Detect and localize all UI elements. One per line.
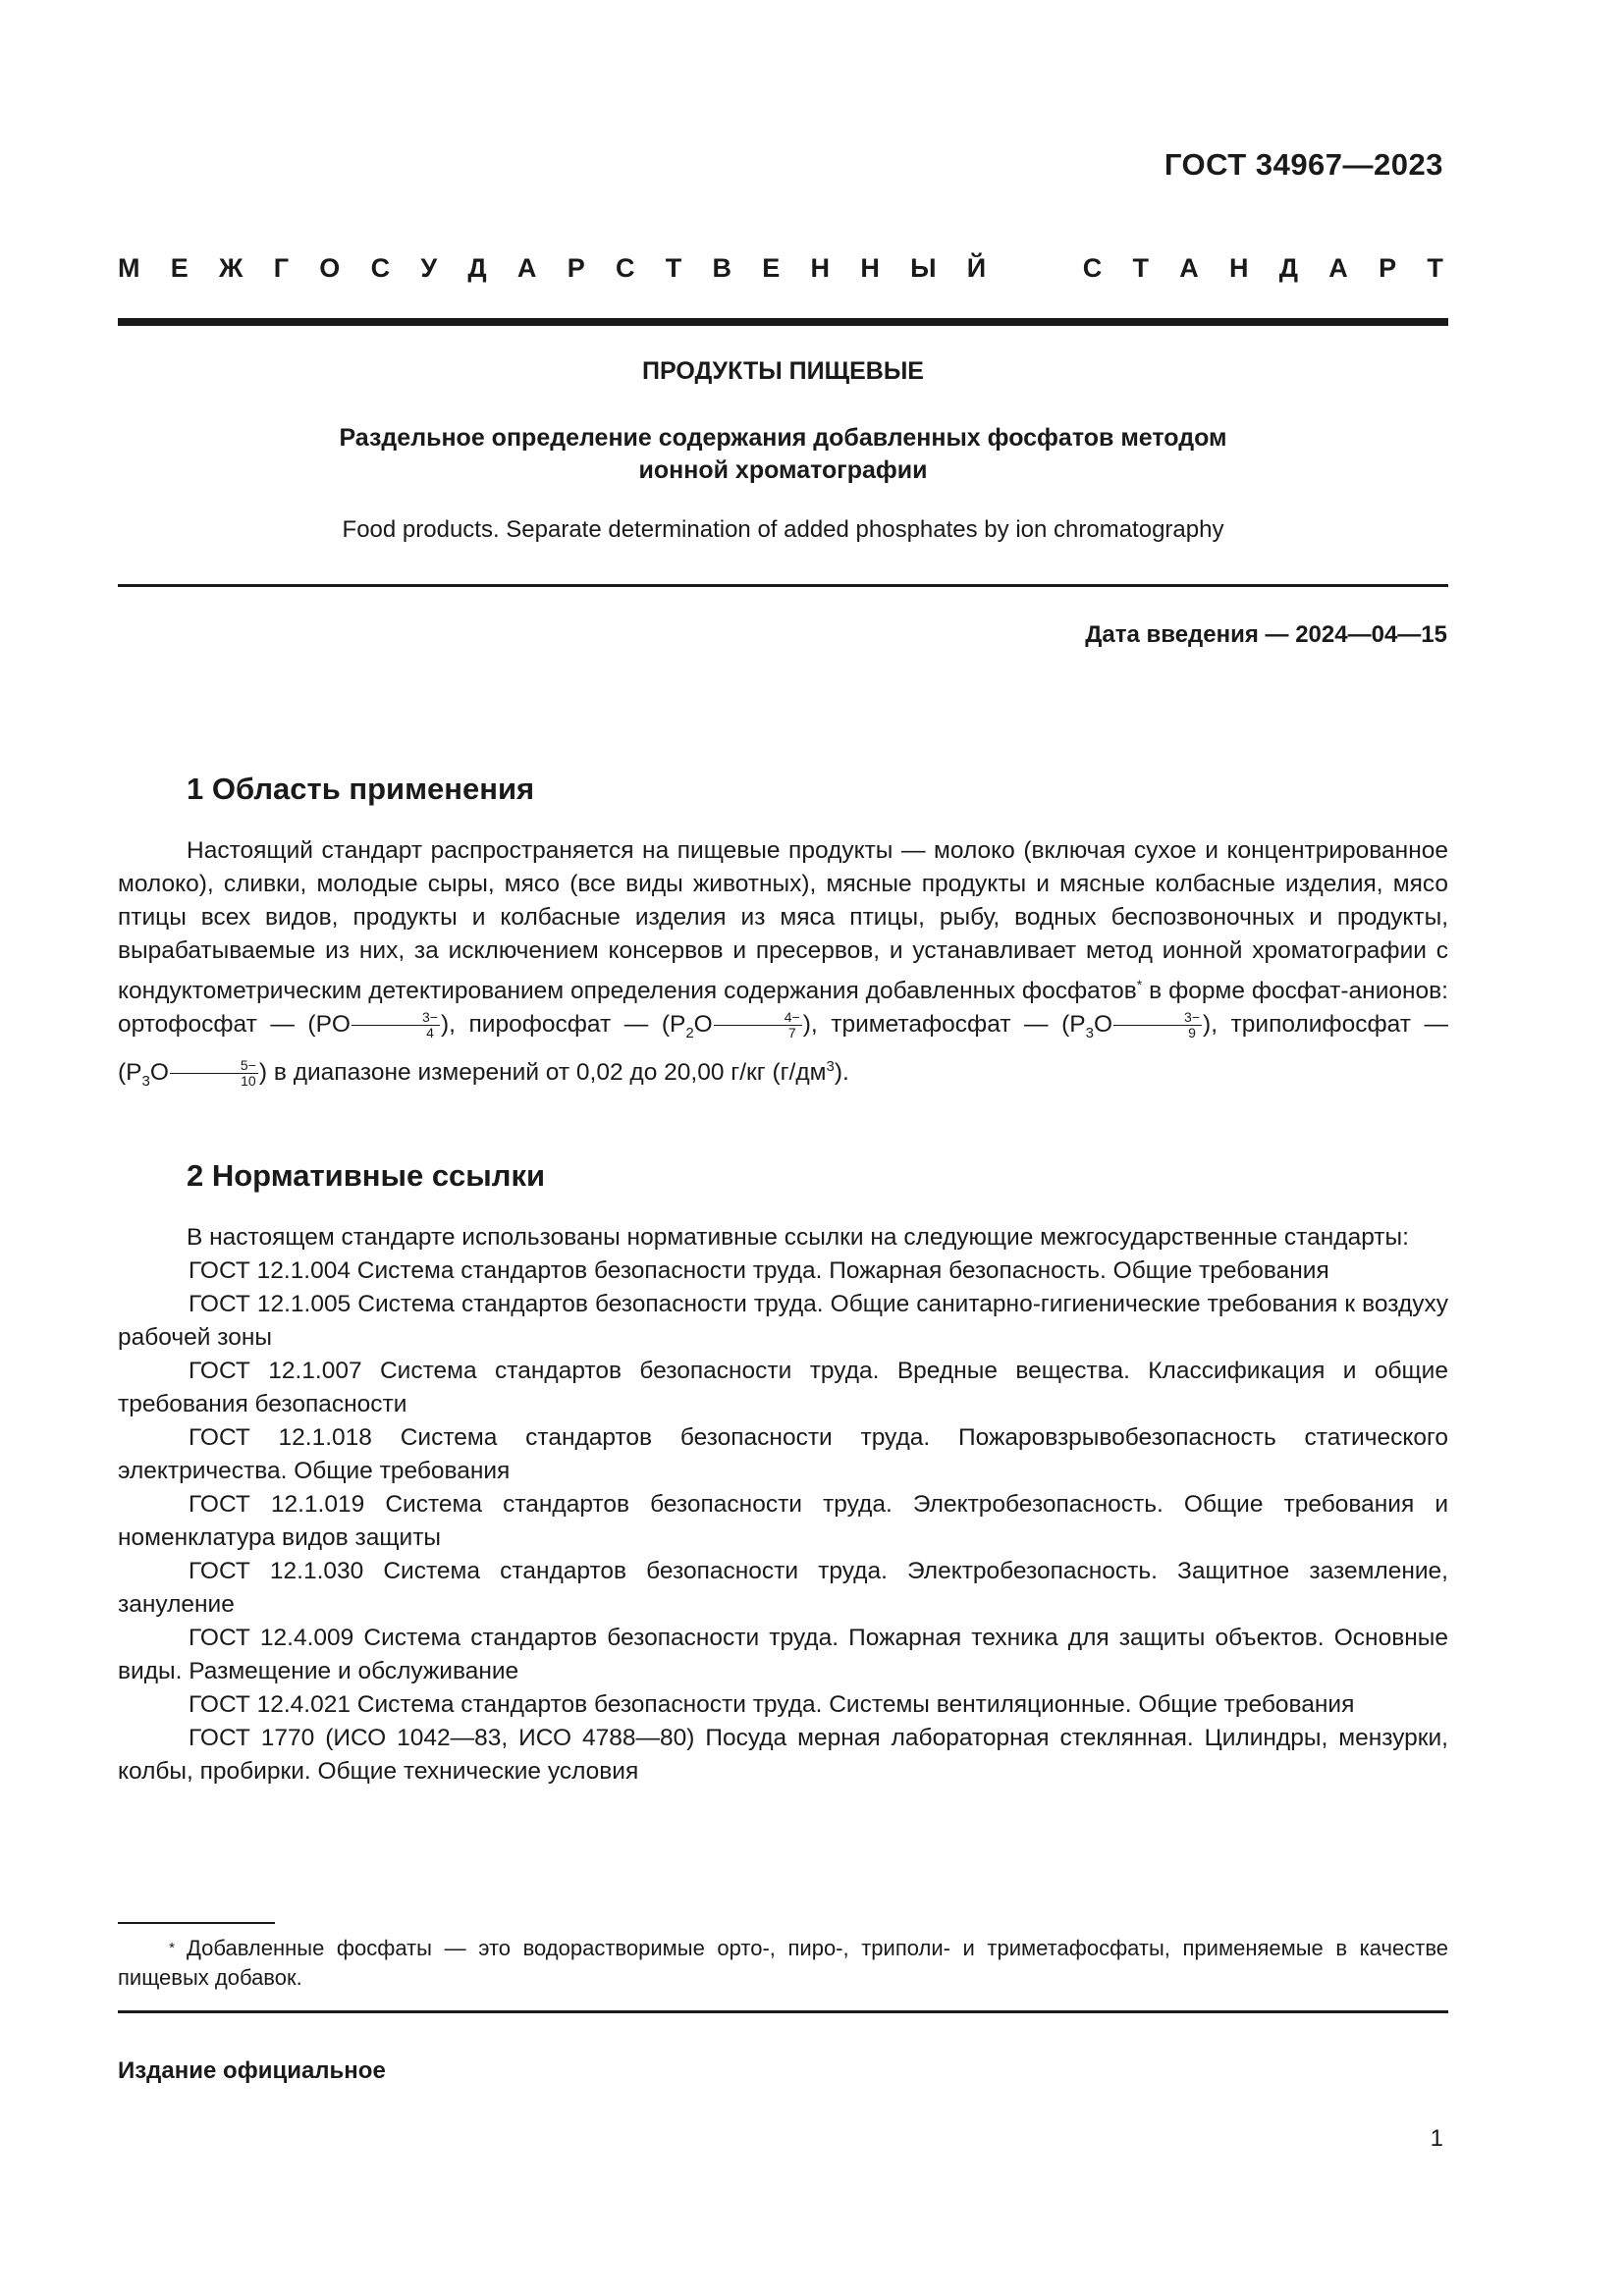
- standard-type-letter: Г: [273, 253, 290, 283]
- page-number: 1: [1430, 2125, 1443, 2152]
- footnote-text: Добавленные фосфаты — это водорастворимые орто-, пиро-, триполи- и триметафосфаты, применяемые в качестве пищевых добавок.: [118, 1936, 1448, 1990]
- footnote-rule: [118, 1922, 275, 1924]
- word-gap: [1016, 253, 1052, 284]
- reference-item: ГОСТ 12.1.007 Система стандартов безопасности труда. Вредные вещества. Классификация и общие требования безопасности: [118, 1358, 1448, 1417]
- standard-type-letter: Р: [567, 253, 585, 283]
- subtitle-line-2: ионной хроматографии: [638, 456, 928, 484]
- standard-type-letter: С: [615, 253, 635, 283]
- standard-type-letter: Ж: [219, 253, 244, 283]
- standard-type-letter: А: [1328, 253, 1348, 283]
- reference-item: ГОСТ 12.1.030 Система стандартов безопасности труда. Электробезопасность. Защитное заземление, зануление: [118, 1558, 1448, 1618]
- reference-item: ГОСТ 1770 (ИСО 1042—83, ИСО 4788—80) Посуда мерная лабораторная стеклянная. Цилиндры, мензурки, колбы, пробирки. Общие технические условия: [118, 1725, 1448, 1785]
- section-1-body: [118, 834, 1448, 1098]
- standard-type-letter: Р: [1379, 253, 1397, 283]
- footnote-mark: *: [169, 1940, 175, 1956]
- reference-item: ГОСТ 12.1.018 Система стандартов безопасности труда. Пожаровзрывобезопасность статического электричества. Общие требования: [118, 1424, 1448, 1484]
- trimetaphosphate-formula: ($P_3O$ $\frac{3-}{9}$ ): [1061, 1009, 1212, 1042]
- standard-type-heading: [118, 253, 1443, 284]
- standard-type-letter: Д: [467, 253, 487, 283]
- standard-type-letter: Е: [762, 253, 781, 283]
- pyrophosphate-formula: ($P_2O$ $\frac{4-}{7}$ ): [661, 1009, 811, 1042]
- standard-type-letter: Н: [810, 253, 831, 283]
- standard-type-letter: Й: [966, 253, 987, 283]
- title-rule: [118, 584, 1448, 587]
- edition-label: Издание официальное: [118, 2057, 386, 2084]
- standard-type-letter: Д: [1278, 253, 1299, 283]
- standard-type-letter: С: [370, 253, 391, 283]
- standard-type-letter: Е: [170, 253, 189, 283]
- standard-type-letter: Н: [1229, 253, 1249, 283]
- section-2-body: [118, 1221, 1448, 1789]
- introduction-date: Дата введения — 2024—04—15: [1085, 621, 1447, 648]
- standard-type-letter: О: [319, 253, 341, 283]
- orthophosphate-formula: (PO $\frac{3-}{4}$ ): [307, 1009, 450, 1041]
- standard-type-letter: С: [1082, 253, 1103, 283]
- english-title: Food products. Separate determination of added phosphates by ion chromatography: [342, 516, 1224, 543]
- document-title: ПРОДУКТЫ ПИЩЕВЫЕ: [642, 357, 924, 385]
- scope-paragraph: Настоящий стандарт распространяется на пищевые продукты — молоко (включая сухое и концентрированное молоко), сливки, молодые сыры, мясо (все виды животных), мясные продукты и мясные колбасные изделия, мясо птицы всех видов, продукты и колбасные изделия из мяса птицы, рыбу, водных беспозвоночных и продукты, вырабатываемые из них, за исключением консервов и пресервов, и устанавливает метод ионной хроматографии с кондуктометрическим детектированием определения содержания добавленных фосфатов* в форме фосфат-анионов: ортофосфат — (PO $\frac{3-}{4}$ ), пирофосфат — ($P_2O$ $\frac{4-}{7}$ ), триметафосфат — ($P_3O$ $\frac{3-}{9}$ ), триполифосфат — ($P_3O$ $\frac{5-}{10}$ ) в диапазоне измерений от 0,02 до 20,00 г/кг $(г/дм^3)$.: [118, 837, 1448, 1091]
- standard-type-letter: Т: [1132, 253, 1149, 283]
- standard-type-letter: Т: [665, 253, 682, 283]
- standard-type-letter: А: [1179, 253, 1199, 283]
- standard-type-letter: В: [712, 253, 731, 283]
- footnote: [118, 1934, 1448, 1993]
- footer-rule: [118, 2010, 1448, 2013]
- document-number: ГОСТ 34967—2023: [1164, 147, 1443, 182]
- references-list: [118, 1255, 1448, 1789]
- section-1-heading: 1 Область применения: [187, 772, 535, 806]
- subtitle-line-1: Раздельное определение содержания добавленных фосфатов методом: [339, 424, 1227, 452]
- standard-type-letter: У: [420, 253, 438, 283]
- document-subtitle: [118, 422, 1448, 487]
- reference-item: ГОСТ 12.1.005 Система стандартов безопасности труда. Общие санитарно-гигиенические требования к воздуху рабочей зоны: [118, 1291, 1448, 1351]
- header-rule: [118, 318, 1448, 326]
- tripolyphosphate-formula: ($P_3O$ $\frac{5-}{10}$ ): [118, 1057, 268, 1091]
- references-intro: В настоящем стандарте использованы нормативные ссылки на следующие межгосударственные стандарты:: [187, 1224, 1409, 1251]
- footnote-reference: *: [1136, 977, 1143, 992]
- reference-item: ГОСТ 12.1.004 Система стандартов безопасности труда. Пожарная безопасность. Общие требования: [189, 1257, 1329, 1284]
- reference-item: ГОСТ 12.1.019 Система стандартов безопасности труда. Электробезопасность. Общие требования и номенклатура видов защиты: [118, 1491, 1448, 1551]
- standard-type-letter: Ы: [910, 253, 937, 283]
- reference-item: ГОСТ 12.4.009 Система стандартов безопасности труда. Пожарная техника для защиты объектов. Основные виды. Размещение и обслуживание: [118, 1625, 1448, 1684]
- reference-item: ГОСТ 12.4.021 Система стандартов безопасности труда. Системы вентиляционные. Общие требования: [189, 1691, 1355, 1718]
- standard-type-letter: А: [516, 253, 537, 283]
- standard-type-letter: М: [118, 253, 140, 283]
- section-2-heading: 2 Нормативные ссылки: [187, 1158, 546, 1193]
- standard-type-letter: Т: [1427, 253, 1443, 283]
- standard-type-letter: Н: [860, 253, 880, 283]
